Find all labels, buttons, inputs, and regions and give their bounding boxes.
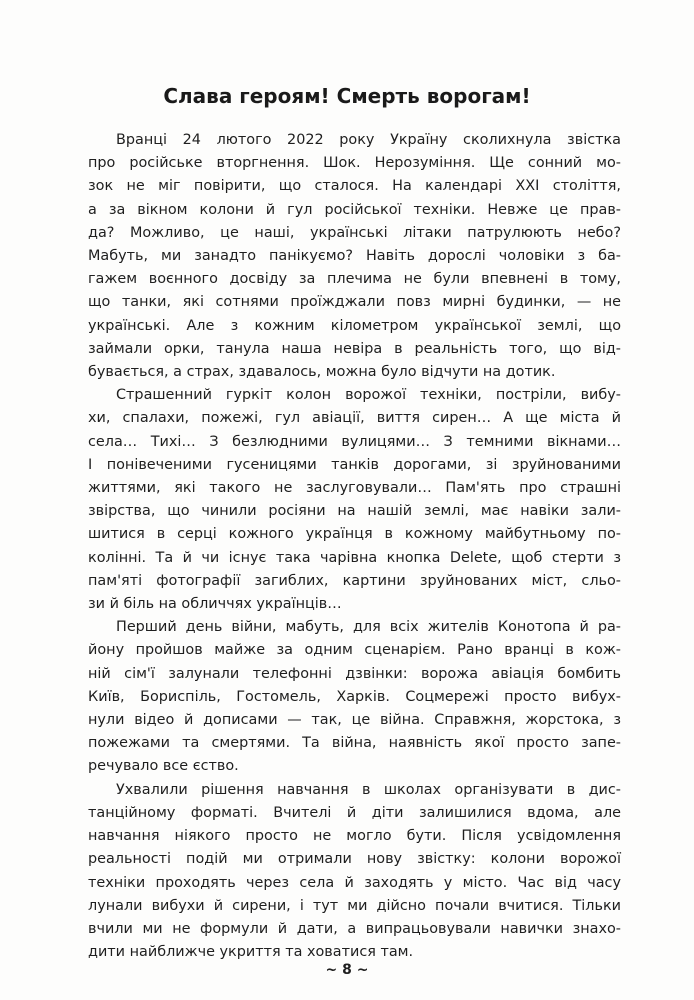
text-line: ній сім'ї залунали телефонні дзвінки: ворожа авіація бомбить: [88, 665, 621, 682]
text-line: пам'яті фотографії загиблих, картини зруйнованих міст, сльо-: [88, 572, 621, 589]
text-line: зи й біль на обличчях українців…: [88, 596, 342, 613]
paragraph: [88, 616, 621, 778]
text-line: Мабуть, ми занадто панікуємо? Навіть дорослі чоловіки з ба-: [88, 248, 621, 265]
text-line: українські. Але з кожним кілометром української землі, що: [88, 317, 621, 334]
chapter-body: [88, 129, 621, 964]
chapter-title: Слава героям! Смерть ворогам!: [163, 84, 531, 108]
text-line: танційному форматі. Вчителі й діти залишилися вдома, але: [88, 804, 621, 821]
text-line: що танки, які сотнями проїжджали повз мирні будинки, — не: [88, 294, 621, 311]
text-line: Страшенний гуркіт колон ворожої техніки, постріли, вибу-: [116, 387, 621, 404]
text-line: а за вікном колони й гул російської техніки. Невже це прав-: [88, 201, 621, 218]
text-line: Перший день війни, мабуть, для всіх жителів Конотопа й ра-: [116, 619, 621, 636]
text-line: Київ, Бориспіль, Гостомель, Харків. Соцмережі просто вибух-: [88, 688, 621, 705]
text-line: І понівеченими гусеницями танків дорогами, зі зруйнованими: [88, 456, 621, 473]
text-line: лунали вибухи й сирени, і тут ми дійсно почали вчитися. Тільки: [88, 897, 621, 914]
text-line: колінні. Та й чи існує така чарівна кнопка Delete, щоб стерти з: [88, 549, 621, 566]
text-line: нули відео й дописами — так, це війна. Справжня, жорстока, з: [88, 712, 621, 729]
text-line: села… Тихі… З безлюдними вулицями… З темними вікнами…: [88, 433, 621, 450]
text-line: Ухвалили рішення навчання в школах організувати в дис-: [116, 781, 621, 798]
text-line: Вранці 24 лютого 2022 року Україну сколихнула звістка: [116, 132, 621, 148]
text-line: займали орки, танула наша невіра в реальність того, що від-: [88, 340, 621, 357]
text-line: реальності подій ми отримали нову звістку: колони ворожої: [88, 851, 621, 868]
paragraph: [88, 129, 621, 384]
text-line: бувається, а страх, здавалось, можна було відчути на дотик.: [88, 364, 556, 381]
paragraph: [88, 779, 621, 965]
text-line: хи, спалахи, пожежі, гул авіації, виття сирен… А ще міста й: [88, 410, 621, 427]
text-line: шитися в серці кожного українця в кожному майбутньому по-: [88, 526, 621, 543]
text-line: гажем воєнного досвіду за плечима не були впевнені в тому,: [88, 271, 621, 288]
text-line: навчання ніякого просто не могло бути. Після усвідомлення: [88, 828, 621, 845]
text-line: про російське вторгнення. Шок. Нерозуміння. Ще сонний мо-: [88, 155, 621, 172]
text-line: пожежами та смертями. Та війна, наявність якої просто запе-: [88, 735, 621, 752]
text-line: техніки проходять через села й заходять у місто. Час від часу: [88, 874, 621, 891]
text-line: зок не міг повірити, що сталося. На календарі XXI століття,: [88, 178, 621, 195]
text-line: да? Можливо, це наші, українські літаки патрулюють небо?: [88, 224, 621, 241]
text-line: дити найближче укриття та ховатися там.: [88, 944, 414, 961]
paragraph: [88, 384, 621, 616]
text-line: йону пройшов майже за одним сценарієм. Рано вранці в кож-: [88, 642, 621, 659]
text-line: вчили ми не формули й дати, а випрацьовували навички знахо-: [88, 920, 621, 937]
text-line: звірства, що чинили росіяни на нашій землі, має навіки зали-: [88, 503, 621, 520]
page-number: ~ 8 ~: [325, 962, 369, 978]
text-line: життями, які такого не заслуговували… Пам'ять про страшні: [88, 480, 621, 497]
text-line: речувало все єство.: [88, 758, 239, 775]
